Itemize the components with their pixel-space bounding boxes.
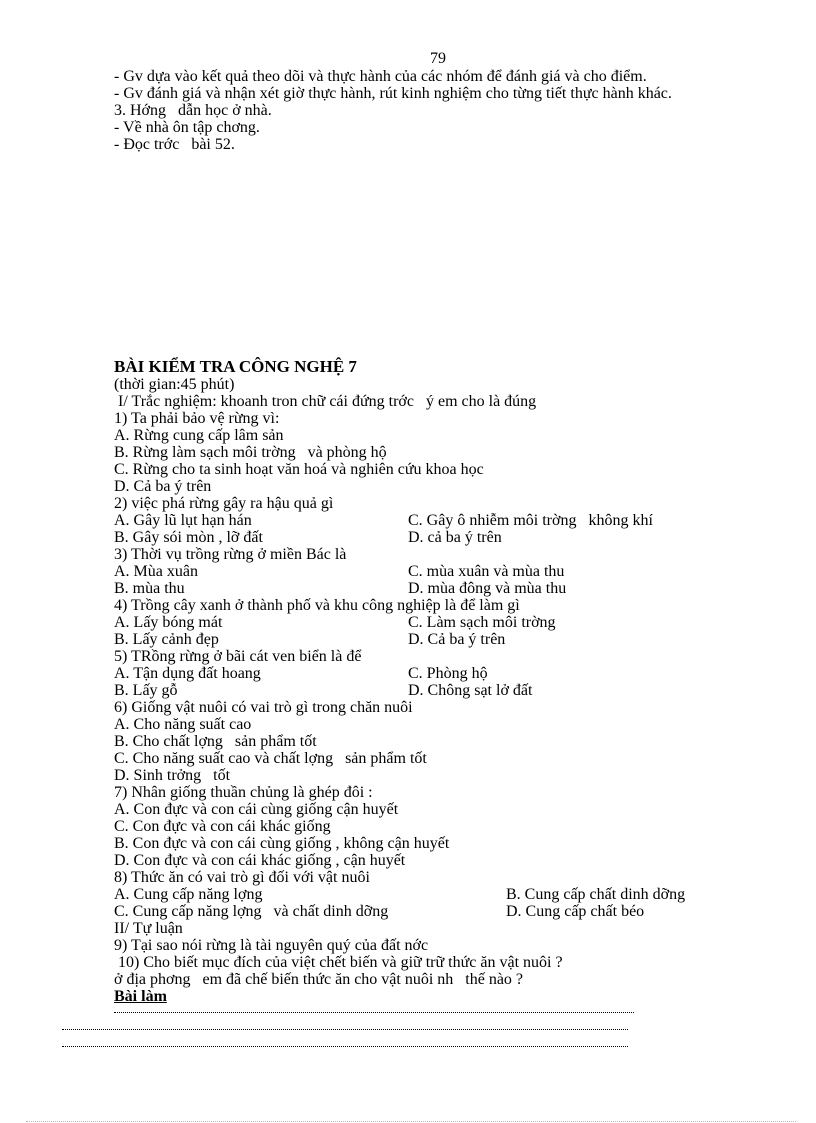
option: D. Cung cấp chất béo [506, 903, 645, 920]
question-1: 1) Ta phải bảo vệ rừng vì: [114, 410, 280, 427]
option: B. Cung cấp chất dinh dỡng [506, 886, 686, 903]
answer-line[interactable] [62, 1029, 628, 1030]
exam-duration: (thời gian:45 phút) [114, 376, 235, 393]
option: D. mùa đông và mùa thu [408, 580, 567, 597]
exam-section [114, 358, 804, 1005]
option: B. Rừng làm sạch môi trờng và phòng hộ [114, 444, 387, 461]
page-number: 79 [430, 50, 446, 67]
question-4: 4) Trồng cây xanh ở thành phố và khu công nghiệp là để làm gì [114, 597, 520, 614]
option: D. Cả ba ý trên [114, 478, 212, 495]
question-2: 2) việc phá rừng gây ra hậu quả gì [114, 495, 334, 512]
option: C. Phòng hộ [408, 665, 488, 682]
section-heading: II/ Tự luận [114, 920, 183, 937]
option: A. Rừng cung cấp lâm sản [114, 427, 284, 444]
question-5: 5) TRồng rừng ở bãi cát ven biển là để [114, 648, 362, 665]
question-3: 3) Thời vụ trồng rừng ở miền Bác là [114, 546, 347, 563]
option: C. mùa xuân và mùa thu [408, 563, 565, 580]
answer-line[interactable] [62, 1046, 628, 1047]
option: B. Gây sói mòn , lỡ đất [114, 529, 263, 546]
option-row [114, 614, 804, 631]
option-row [114, 580, 804, 597]
option-row [114, 563, 804, 580]
option: B. Lấy cảnh đẹp [114, 631, 219, 648]
option: A. Cho năng suất cao [114, 716, 252, 733]
question-9: 9) Tại sao nói rừng là tài nguyên quý của đất nớc [114, 937, 429, 954]
option-row [114, 631, 804, 648]
option-row [114, 529, 804, 546]
option: C. Con đực và con cái khác giống [114, 818, 331, 835]
option: A. Mùa xuân [114, 563, 198, 580]
option: D. Cả ba ý trên [408, 631, 506, 648]
exam-title: BÀI KIỂM TRA CÔNG NGHỆ 7 [114, 357, 357, 376]
option: B. Lấy gỗ [114, 682, 178, 699]
option: D. Chông sạt lở đất [408, 682, 533, 699]
option: D. Sinh trởng tốt [114, 767, 231, 784]
option-row [114, 903, 804, 920]
note-line: - Gv dựa vào kết quả theo dõi và thực hành của các nhóm để đánh giá và cho điểm. [114, 68, 647, 85]
lesson-notes [114, 68, 804, 153]
option: A. Con đực và con cái cùng giống cận huyết [114, 801, 399, 818]
option: B. Con đực và con cái cùng giống , không cận huyết [114, 835, 450, 852]
option: A. Tận dụng đất hoang [114, 665, 261, 682]
option: A. Lấy bóng mát [114, 614, 223, 631]
option: C. Gây ô nhiễm môi trờng không khí [408, 512, 653, 529]
option: B. mùa thu [114, 580, 185, 597]
answer-heading: Bài làm [114, 988, 167, 1005]
option-row [114, 512, 804, 529]
note-line: - Về nhà ôn tập chơng. [114, 119, 260, 136]
option: A. Cung cấp năng lợng [114, 886, 263, 903]
answer-line[interactable] [114, 1012, 634, 1013]
page-border [26, 1121, 796, 1122]
note-line: - Đọc trớc bài 52. [114, 136, 235, 153]
option: C. Làm sạch môi trờng [408, 614, 556, 631]
question-6: 6) Giống vật nuôi có vai trò gì trong chăn nuôi [114, 699, 413, 716]
option: D. Con đực và con cái khác giống , cận huyết [114, 852, 406, 869]
question-7: 7) Nhân giống thuần chủng là ghép đôi : [114, 784, 373, 801]
option-row [114, 665, 804, 682]
option: D. cả ba ý trên [408, 529, 502, 546]
option: A. Gây lũ lụt hạn hán [114, 512, 252, 529]
question-10-followup: ở địa phơng em đã chế biến thức ăn cho vật nuôi nh thế nào ? [114, 971, 524, 988]
section-heading: I/ Trắc nghiệm: khoanh tron chữ cái đứng trớc ý em cho là đúng [114, 393, 537, 410]
option-row [114, 682, 804, 699]
question-10: 10) Cho biết mục đích của việt chết biến và giữ trữ thức ăn vật nuôi ? [114, 954, 563, 971]
note-line: 3. Hớng dẫn học ở nhà. [114, 102, 272, 119]
option: C. Rừng cho ta sinh hoạt văn hoá và nghiên cứu khoa học [114, 461, 484, 478]
question-8: 8) Thức ăn có vai trò gì đối với vật nuôi [114, 869, 370, 886]
option-row [114, 886, 804, 903]
option: B. Cho chất lợng sản phẩm tốt [114, 733, 317, 750]
note-line: - Gv đánh giá và nhận xét giờ thực hành, rút kinh nghiệm cho từng tiết thực hành khác. [114, 85, 672, 102]
option: C. Cung cấp năng lợng và chất dinh dỡng [114, 903, 389, 920]
option: C. Cho năng suất cao và chất lợng sản phẩm tốt [114, 750, 427, 767]
